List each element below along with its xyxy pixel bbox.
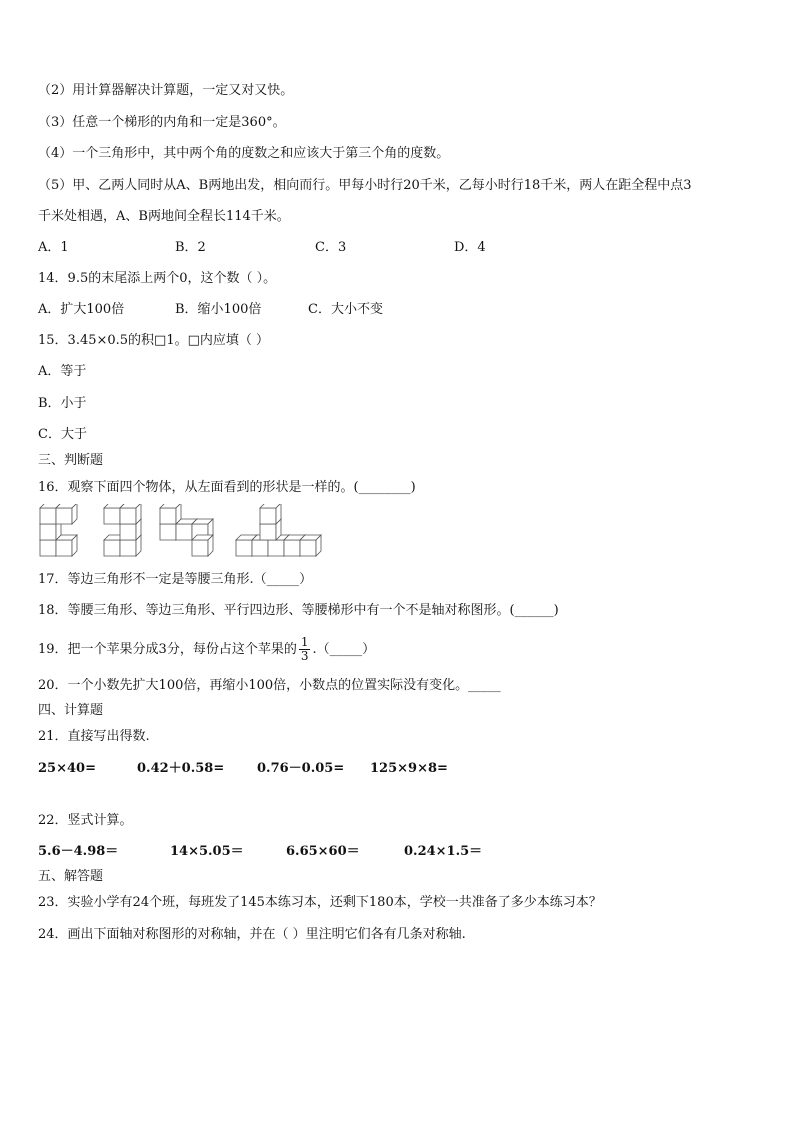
q16-stem: 16．观察下面四个物体，从左面看到的形状是一样的。(________) [38,480,416,495]
q22-item: 5.6－4.98＝ [38,844,119,859]
cube [260,504,281,524]
cube [300,535,321,556]
q17-stem: 17．等边三角形不一定是等腰三角形.（_____） [38,572,313,587]
q19-fraction-numerator: 1 [300,635,309,649]
q19-fraction [299,636,311,663]
cube [56,504,77,524]
cube [56,535,77,556]
q13-item-3: （3）任意一个梯形的内角和一定是360°。 [38,115,286,130]
q22-item: 6.65×60＝ [286,844,360,859]
q13-option-b[interactable]: B．2 [175,240,206,255]
q14-stem: 14．9.5的末尾添上两个0，这个数（ ）。 [38,271,277,286]
cube [120,504,141,524]
q15-option-c[interactable]: C．大于 [38,427,87,442]
q14-option-b[interactable]: B．缩小100倍 [175,302,262,317]
q19-text-after: .（_____） [312,642,376,657]
section-solve-heading: 五、解答题 [38,869,104,884]
q22-item: 14×5.05＝ [170,844,244,859]
section-judge-heading: 三、判断题 [38,453,104,468]
q21-item: 0.76－0.05= [257,761,345,776]
q22-item: 0.24×1.5＝ [404,844,483,859]
section-calc-heading: 四、计算题 [38,703,104,718]
cube-figures [38,504,338,560]
cube-group [40,504,321,556]
q14-option-c[interactable]: C．大小不变 [308,302,383,317]
q13-option-c[interactable]: C．3 [315,240,347,255]
cube [192,535,213,556]
q13-item-4: （4）一个三角形中，其中两个角的度数之和应该大于第三个角的度数。 [38,146,450,161]
q21-item: 0.42＋0.58= [137,761,225,776]
q15-stem: 15．3.45×0.5的积□1。□内应填（ ） [38,333,270,348]
q22-stem: 22．竖式计算。 [38,813,133,828]
q19-stem [38,636,764,664]
q21-item: 25×40= [38,761,96,776]
q21-item: 125×9×8= [370,761,448,776]
cube [160,504,181,524]
q23-stem: 23．实验小学有24个班，每班发了145本练习本，还剩下180本，学校一共准备了多少本练习本？ [38,895,602,910]
q15-option-a[interactable]: A．等于 [38,364,87,379]
q13-item-5-line1: （5）甲、乙两人同时从A、B两地出发，相向而行。甲每小时行20千米，乙每小时行18千米，两人在距全程中点3 [38,178,692,193]
q13-option-a[interactable]: A．1 [38,240,69,255]
q13-item-2: （2）用计算器解决计算题，一定又对又快。 [38,83,294,98]
q24-stem: 24．画出下面轴对称图形的对称轴，并在（ ）里注明它们各有几条对称轴. [38,927,466,942]
q15-option-b[interactable]: B．小于 [38,396,87,411]
q13-item-5-line2: 千米处相遇，A、B两地间全程长114千米。 [38,209,290,224]
q20-stem: 20．一个小数先扩大100倍，再缩小100倍，小数点的位置实际没有变化。_____ [38,678,501,693]
q13-option-d[interactable]: D．4 [454,240,486,255]
q19-fraction-denominator: 3 [300,649,309,663]
q21-stem: 21．直接写出得数. [38,729,150,744]
q18-stem: 18．等腰三角形、等边三角形、平行四边形、等腰梯形中有一个不是轴对称图形。(______) [38,603,559,618]
q14-option-a[interactable]: A．扩大100倍 [38,302,125,317]
q19-text-before: 19．把一个苹果分成3分，每份占这个苹果的 [38,642,297,657]
